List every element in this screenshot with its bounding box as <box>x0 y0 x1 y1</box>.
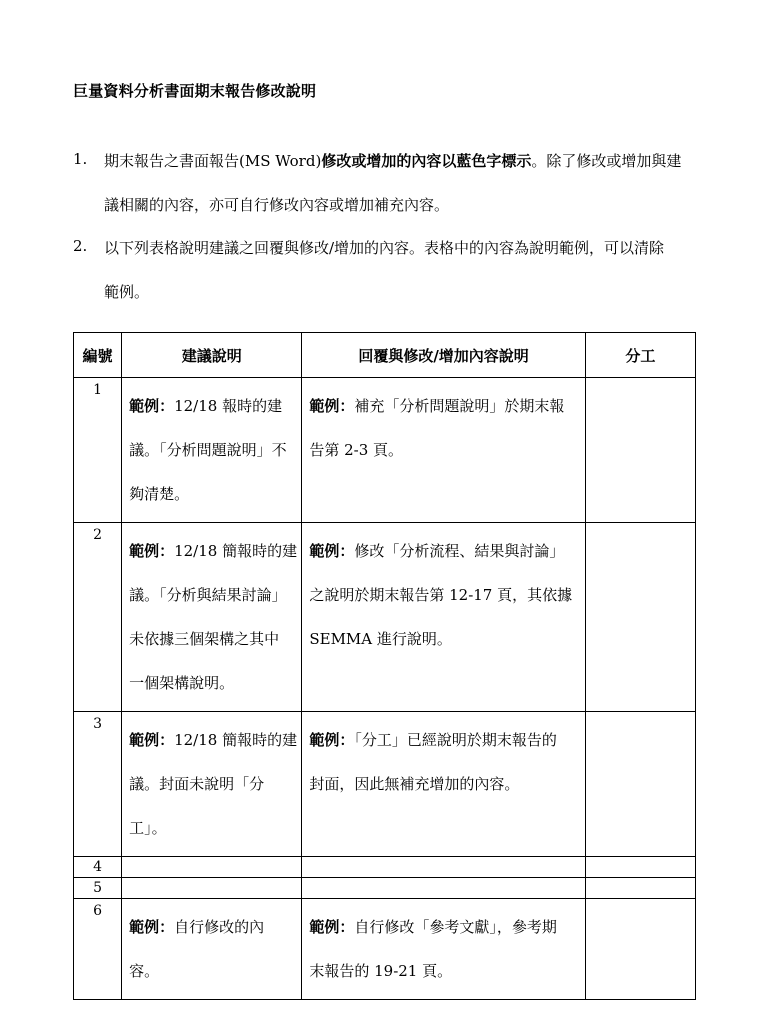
cell-line <box>129 949 295 993</box>
item-emphasis: 修改或增加的內容以藍色字標示 <box>321 152 532 170</box>
cell-text: 未依據三個架構之其中 <box>129 630 280 648</box>
example-label: 範例： <box>129 542 175 560</box>
row-number: 1 <box>93 382 102 398</box>
suggestion-cell <box>122 523 302 712</box>
row-number: 6 <box>93 903 102 919</box>
document-title: 巨量資料分析書面期末報告修改說明 <box>73 82 317 100</box>
cell-line <box>129 529 298 573</box>
item-line <box>104 150 681 171</box>
cell-line <box>309 617 578 661</box>
item-number: 1. <box>73 150 88 168</box>
header-reply: 回覆與修改/增加內容說明 <box>302 333 585 378</box>
cell-line <box>129 573 295 617</box>
cell-text: 12/18 簡報時的建 <box>174 731 298 749</box>
reply-cell <box>302 899 585 1000</box>
division-cell <box>585 857 695 878</box>
example-label: 範例： <box>309 731 355 749</box>
cell-text: 12/18 報時的建 <box>174 397 283 415</box>
cell-text: 夠清楚。 <box>129 485 190 503</box>
item-line: 以下列表格說明建議之回覆與修改/增加的內容。表格中的內容為說明範例，可以清除 <box>104 239 665 257</box>
item-text: 。除了修改或增加與建 <box>531 152 682 170</box>
table-row <box>74 378 696 523</box>
cell-text: 封面，因此無補充增加的內容。 <box>309 775 520 793</box>
table-row <box>74 878 696 899</box>
table-row <box>74 712 696 857</box>
cell-text: 容。 <box>129 962 160 980</box>
cell-line <box>129 718 298 762</box>
cell-text: 議。「分析問題說明」不 <box>129 441 287 459</box>
example-label: 範例： <box>309 542 355 560</box>
header-division: 分工 <box>585 333 695 378</box>
cell-line <box>129 428 295 472</box>
cell-text: 議。「分析與結果討論」 <box>129 586 287 604</box>
example-label: 範例： <box>129 397 175 415</box>
cell-line <box>309 529 578 573</box>
row-number: 5 <box>93 880 102 896</box>
cell-text: 自行修改的內 <box>174 918 265 936</box>
table-header-row <box>74 333 696 378</box>
cell-text: 末報告的 19-21 頁。 <box>309 962 453 980</box>
cell-line <box>309 384 578 428</box>
revision-table <box>73 332 696 1000</box>
cell-line <box>309 949 578 993</box>
cell-line <box>129 472 295 516</box>
division-cell <box>585 523 695 712</box>
division-cell <box>585 878 695 899</box>
cell-text: 「分工」已經說明於期末報告的 <box>354 731 557 749</box>
division-cell <box>585 712 695 857</box>
cell-line <box>129 762 295 806</box>
cell-text: SEMMA 進行說明。 <box>309 630 452 648</box>
header-number: 編號 <box>74 333 122 378</box>
row-number-cell <box>74 523 122 712</box>
division-cell <box>585 378 695 523</box>
example-label: 範例： <box>129 918 175 936</box>
item-line: 範例。 <box>104 283 150 301</box>
cell-line <box>129 905 295 949</box>
cell-text: 修改「分析流程、結果與討論」 <box>354 542 565 560</box>
cell-line <box>309 905 578 949</box>
reply-cell <box>302 878 585 899</box>
reply-cell <box>302 378 585 523</box>
row-number: 4 <box>93 859 102 875</box>
table-body <box>74 378 696 1000</box>
cell-text: 一個架構說明。 <box>129 674 235 692</box>
cell-line <box>129 661 295 705</box>
reply-cell <box>302 712 585 857</box>
item-line: 議相關的內容，亦可自行修改內容或增加補充內容。 <box>104 196 450 214</box>
row-number-cell <box>74 899 122 1000</box>
table-row <box>74 899 696 1000</box>
cell-line <box>309 762 578 806</box>
row-number: 3 <box>93 716 102 732</box>
cell-text: 之說明於期末報告第 12-17 頁，其依據 <box>309 586 573 604</box>
reply-cell <box>302 857 585 878</box>
suggestion-cell <box>122 899 302 1000</box>
suggestion-cell <box>122 878 302 899</box>
item-number: 2. <box>73 237 88 255</box>
cell-line <box>309 428 578 472</box>
reply-cell <box>302 523 585 712</box>
example-label: 範例： <box>309 918 355 936</box>
suggestion-cell <box>122 857 302 878</box>
suggestion-cell <box>122 378 302 523</box>
cell-line <box>309 573 578 617</box>
table-row <box>74 523 696 712</box>
row-number-cell <box>74 712 122 857</box>
cell-text: 工」。 <box>129 819 167 837</box>
cell-text: 12/18 簡報時的建 <box>174 542 298 560</box>
row-number-cell <box>74 878 122 899</box>
cell-line <box>309 718 578 762</box>
cell-text: 告第 2-3 頁。 <box>309 441 404 459</box>
table-row <box>74 857 696 878</box>
row-number-cell <box>74 378 122 523</box>
row-number: 2 <box>93 527 102 543</box>
suggestion-cell <box>122 712 302 857</box>
item-text: 期末報告之書面報告(MS Word) <box>104 152 322 170</box>
row-number-cell <box>74 857 122 878</box>
cell-line <box>129 617 295 661</box>
example-label: 範例： <box>309 397 355 415</box>
example-label: 範例： <box>129 731 175 749</box>
cell-text: 補充「分析問題說明」於期末報 <box>354 397 565 415</box>
cell-line <box>129 806 295 850</box>
cell-text: 自行修改「參考文獻」，參考期 <box>354 918 557 936</box>
cell-text: 議。封面未說明「分 <box>129 775 265 793</box>
header-suggestion: 建議說明 <box>122 333 302 378</box>
cell-line <box>129 384 295 428</box>
division-cell <box>585 899 695 1000</box>
